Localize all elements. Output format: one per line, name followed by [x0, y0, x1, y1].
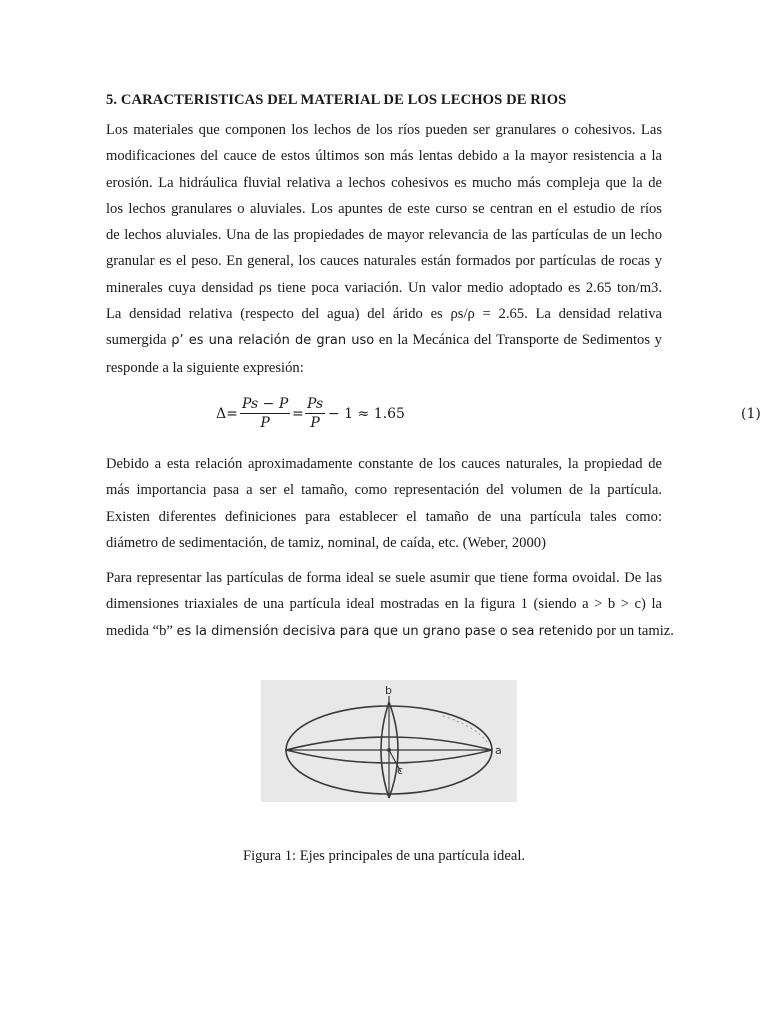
paragraph-1 — [106, 117, 662, 381]
paragraph-line: La densidad relativa (respecto del agua) del árido es ρs/ρ = 2.65. La densidad relativa — [106, 306, 662, 323]
line-segment-sans: ρ’ es una relación de gran uso — [171, 333, 375, 349]
figure-caption: Figura 1: Ejes principales de una partícula ideal. — [242, 848, 526, 864]
line-segment: medida “b” — [106, 622, 177, 639]
paragraph-line: Los materiales que componen los lechos de los ríos pueden ser granulares o cohesivos. Las — [106, 122, 662, 138]
label-c: c — [397, 764, 404, 777]
fraction-2 — [305, 395, 325, 432]
equation-equals: = — [292, 406, 304, 422]
paragraph-line — [106, 327, 662, 354]
line-segment-sans: es la dimensión decisiva para que un grano pase o sea retenido — [176, 623, 593, 639]
paragraph-2 — [106, 451, 662, 556]
equation-1 — [216, 395, 761, 443]
equation-number: (1) — [741, 406, 761, 422]
label-a: a — [495, 744, 502, 757]
paragraph-line: minerales cuya densidad ρs tiene poca variación. Un valor medio adoptado es 2.65 ton/m3. — [106, 279, 662, 296]
fraction-1 — [240, 395, 290, 432]
fraction-numerator: Ps − P — [242, 396, 289, 412]
label-b: b — [385, 684, 392, 697]
paragraph-line — [106, 618, 674, 645]
paragraph-line: Existen diferentes definiciones para establecer el tamaño de una partícula tales como: — [106, 508, 662, 525]
paragraph-line: diámetro de sedimentación, de tamiz, nominal, de caída, etc. (Weber, 2000) — [106, 534, 546, 551]
paragraph-line: Debido a esta relación aproximadamente constante de los cauces naturales, la propiedad de — [106, 456, 662, 472]
paragraph-line: Para representar las partículas de forma ideal se suele asumir que tiene forma ovoidal. De las — [106, 570, 662, 586]
paragraph-line: granular es el peso. En general, los cauces naturales están formados por partículas de rocas y — [106, 253, 662, 270]
equation-lhs: Δ= — [216, 406, 238, 422]
line-segment: por un tamiz. — [592, 622, 674, 639]
ellipsoid-figure — [261, 680, 517, 802]
ellipsoid-drawing — [261, 680, 517, 802]
fraction-denominator: P — [310, 415, 320, 431]
paragraph-line: más importancia pasa a ser el tamaño, como representación del volumen de la partícula. — [106, 482, 662, 499]
paragraph-3 — [106, 565, 674, 645]
line-segment: en la Mecánica del Transporte de Sedimentos y — [374, 332, 662, 349]
paragraph-line: modificaciones del cauce de estos últimos son más lentas debido a la mayor resistencia a la — [106, 148, 662, 165]
line-segment: sumergida — [106, 332, 172, 349]
paragraph-line: los lechos granulares o aluviales. Los apuntes de este curso se centran en el estudio de ríos — [106, 200, 662, 217]
equation-rest: − 1 ≈ 1.65 — [328, 406, 405, 422]
paragraph-line: de lechos aluviales. Una de las propiedades de mayor relevancia de las partículas de un lecho — [106, 227, 662, 244]
fraction-denominator: P — [260, 415, 270, 431]
paragraph-line: dimensiones triaxiales de una partícula ideal mostradas en la figura 1 (siendo a > b > c) la — [106, 596, 662, 613]
section-heading: 5. CARACTERISTICAS DEL MATERIAL DE LOS LECHOS DE RIOS — [106, 92, 567, 108]
paragraph-line: erosión. La hidráulica fluvial relativa a lechos cohesivos es mucho más compleja que la de — [106, 174, 662, 191]
fraction-numerator: Ps — [307, 396, 324, 412]
center-point — [387, 748, 391, 752]
paragraph-line: responde a la siguiente expresión: — [106, 359, 304, 376]
